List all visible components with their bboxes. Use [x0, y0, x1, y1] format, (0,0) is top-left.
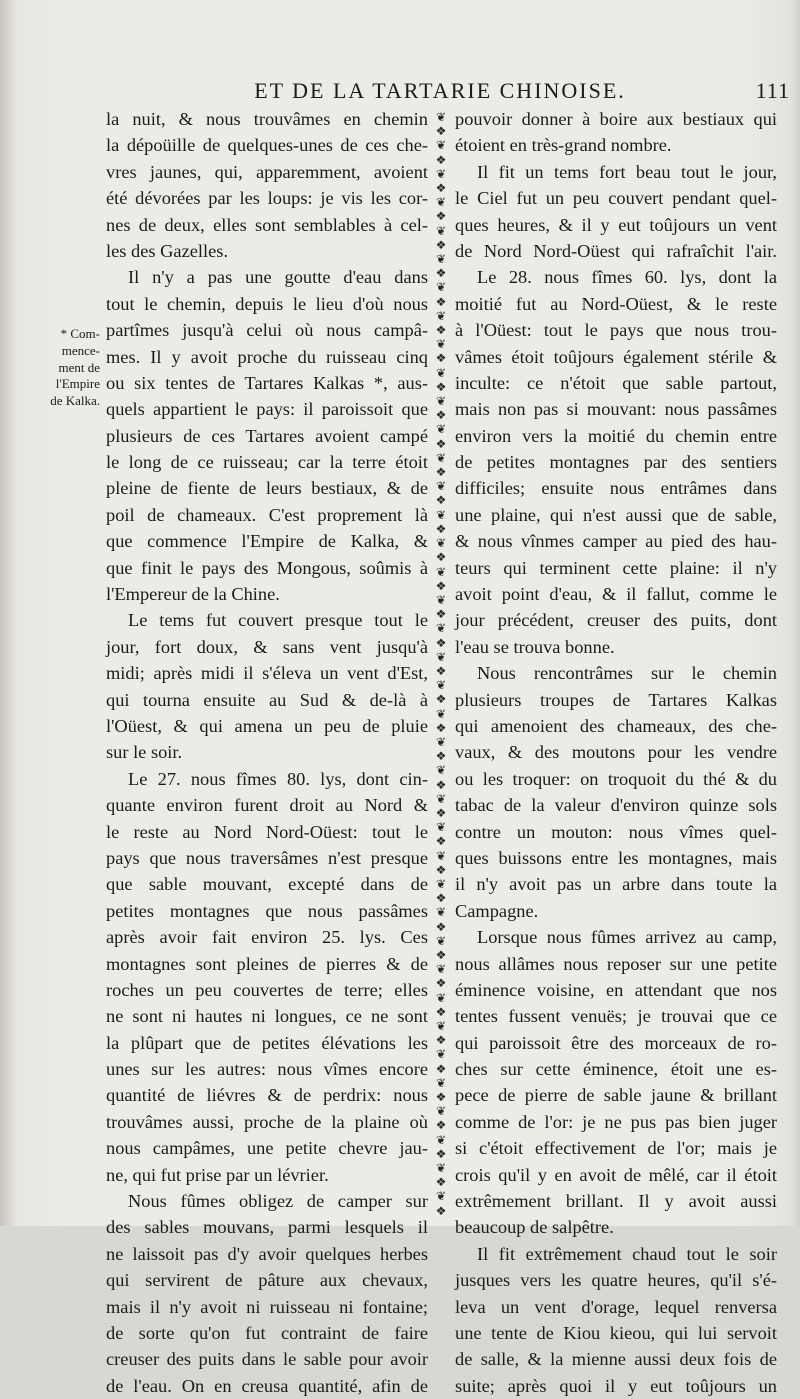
- text-line: pays que nous traversâmes n'est presque: [106, 847, 428, 868]
- text-line: mes. Il y avoit proche du ruisseau cinq: [106, 346, 428, 367]
- text-line: le Ciel fut un peu couvert pendant quel-: [455, 188, 777, 209]
- text-line: étoient en très-grand nombre.: [455, 135, 672, 156]
- text-line: teurs qui terminent cette plaine: il n'y: [455, 557, 777, 578]
- text-line: ches sur cette éminence, étoit une es-: [455, 1059, 777, 1080]
- text-line: Il fit extrêmement chaud tout le soir: [477, 1243, 777, 1264]
- text-line: extrêmement brillant. Il y avoit aussi: [455, 1191, 777, 1212]
- text-line: après avoir fait environ 25. lys. Ces: [106, 927, 428, 948]
- text-line: Il n'y a pas une goutte d'eau dans: [128, 267, 428, 288]
- text-line: de Nord Nord-Oüest qui rafraîchit l'air.: [455, 240, 777, 261]
- text-line: midi; après midi il s'éleva un vent d'Est,: [106, 663, 428, 684]
- text-line: quels appartient le pays: il paroissoit que: [106, 399, 428, 420]
- text-line: environ vers la moitié du chemin entre: [455, 425, 777, 446]
- text-line: le reste au Nord Nord-Oüest: tout le: [106, 821, 428, 842]
- text-line: inculte: ce n'étoit que sable partout,: [455, 372, 777, 393]
- text-line: unes sur les autres: nous vîmes encore: [106, 1059, 428, 1080]
- text-line: vres jaunes, qui, apparemment, avoient: [106, 161, 428, 182]
- text-line: de l'eau. On en creusa quantité, afin de: [106, 1375, 428, 1396]
- text-line: ou six tentes de Tartares Kalkas *, aus-: [106, 372, 428, 393]
- text-line: tentes fussent venuës; je trouvai que ce: [455, 1006, 777, 1027]
- margin-note-line: l'Empire: [55, 376, 100, 392]
- text-line: de salle, & la mienne aussi deux fois de: [455, 1349, 777, 1370]
- margin-note-line: de Kalka.: [50, 393, 100, 409]
- text-line: trouvâmes aussi, proche de la plaine où: [106, 1111, 428, 1132]
- text-line: le long de ce ruisseau; car la terre étoit: [106, 452, 428, 473]
- text-line: l'Empereur de la Chine.: [106, 584, 280, 605]
- text-line: que sable mouvant, excepté dans de: [106, 874, 428, 895]
- text-line: la nuit, & nous trouvâmes en chemin: [106, 109, 428, 129]
- column-divider-ornament: [432, 110, 450, 1218]
- text-line: vaux, & des moutons pour les vendre: [455, 742, 777, 763]
- margin-note-line: * Com-: [60, 326, 100, 341]
- text-line: suite; après quoi il y eut toûjours un: [455, 1375, 777, 1396]
- page-number: 111: [755, 78, 790, 103]
- text-line: de sorte qu'on fut contraint de faire: [106, 1322, 428, 1343]
- text-line: difficiles; ensuite nous entrâmes dans: [455, 478, 777, 499]
- ornament-chain-icon: ❦ ❖ ❦ ❖ ❦ ❖ ❦ ❖ ❦ ❖ ❦ ❖ ❦ ❖ ❦ ❖ ❦ ❖ ❦ ❖ ❦ ❖ ❦ ❖ ❦ ❖ ❦ ❖ ❦ ❖ ❦ ❖ ❦ ❖ ❦ ❖ ❦ ❖ ❦ ❖ ❦ ❖ ❦ ❖ ❦ ❖ ❦ ❖ ❦ ❖ ❦ ❖ ❦ ❖ ❦ ❖ ❦ ❖ ❦ ❖ ❦ ❖ ❦ ❖ ❦ ❖ ❦ ❖ ❦ ❖ ❦ ❖ ❦ ❖ ❦ ❖ ❦ ❖: [435, 110, 447, 1218]
- margin-note: [22, 326, 100, 410]
- text-line: la dépoüille de quelques-unes de ces che-: [106, 135, 428, 156]
- text-line: qui amenoient des chameaux, des che-: [455, 715, 777, 736]
- text-line: & nous vînmes camper au pied des hau-: [455, 531, 777, 552]
- text-line: quantité de liévres & de perdrix: nous: [106, 1085, 428, 1106]
- text-line: Le tems fut couvert presque tout le: [128, 610, 428, 631]
- text-line: moitié fut au Nord-Oüest, & le reste: [455, 293, 777, 314]
- text-line: jour, fort doux, & sans vent jusqu'à: [106, 636, 428, 657]
- text-line: nes de deux, elles sont semblables à cel-: [106, 214, 428, 235]
- text-line: de petites montagnes par des sentiers: [455, 452, 777, 473]
- running-title: ET DE LA TARTARIE CHINOISE.: [254, 78, 626, 103]
- text-line: avoit point d'eau, & il fallut, comme le: [455, 584, 777, 605]
- text-line: leva un vent d'orage, lequel renversa: [455, 1296, 777, 1317]
- text-line: Campagne.: [455, 900, 539, 921]
- text-line: tabac de la valeur d'environ quinze sols: [455, 795, 777, 816]
- text-line: Il fit un tems fort beau tout le jour,: [477, 161, 777, 182]
- text-line: une tente de Kiou kieou, qui lui servoit: [455, 1322, 777, 1343]
- margin-note-line: ment de: [58, 359, 100, 375]
- text-line: sur le soir.: [106, 742, 183, 763]
- text-line: pece de pierre de sable jaune & brillant: [455, 1085, 777, 1106]
- text-line: creuser des puits dans le sable pour avoir: [106, 1349, 428, 1370]
- text-line: été dévorées par les loups: je vis les cor-: [106, 188, 428, 209]
- margin-note-line: mence-: [61, 342, 100, 358]
- text-line: mais non pas si mouvant: nous passâmes: [455, 399, 777, 420]
- text-line: ques heures, & il y eut toûjours un vent: [455, 214, 777, 235]
- text-line: Lorsque nous fûmes arrivez au camp,: [477, 927, 777, 948]
- text-line: beaucoup de salpêtre.: [455, 1217, 614, 1238]
- text-line: pleine de fiente de leurs bestiaux, & de: [106, 478, 428, 499]
- text-line: ne, qui fut prise par un lévrier.: [106, 1164, 329, 1185]
- text-line: à l'Oüest: tout le pays que nous trou-: [455, 320, 777, 341]
- text-line: jour précédent, creuser des puits, dont: [455, 610, 777, 631]
- text-line: une plaine, qui n'est aussi que de sable,: [455, 504, 777, 525]
- text-line: mais il n'y avoit ni ruisseau ni fontaine;: [106, 1296, 428, 1317]
- text-line: qui tourna ensuite au Sud & de-là à: [106, 689, 428, 710]
- text-line: comme de l'or: je ne pus pas bien juger: [455, 1111, 777, 1132]
- text-line: qui paroissoit être des morceaux de ro-: [455, 1032, 777, 1053]
- text-line: tout le chemin, depuis le lieu d'où nous: [106, 293, 428, 314]
- text-line: petites montagnes que nous passâmes: [106, 900, 428, 921]
- text-line: partîmes jusqu'à celui où nous campâ-: [106, 320, 428, 341]
- text-line: pouvoir donner à boire aux bestiaux qui: [455, 109, 777, 129]
- text-line: les des Gazelles.: [106, 240, 229, 261]
- text-line: ou les troquer: on troquoit du thé & du: [455, 768, 777, 789]
- text-line: jusques vers les quatre heures, qu'il s'é-: [455, 1270, 777, 1291]
- text-line: nous campâmes, une petite chevre jau-: [106, 1138, 428, 1159]
- text-line: Nous fûmes obligez de camper sur: [128, 1191, 428, 1212]
- text-line: roches un peu couvertes de terre; elles: [106, 979, 428, 1000]
- text-line: ne sont ni hautes ni longues, ce ne sont: [106, 1006, 428, 1027]
- text-line: crois qu'il y en avoit de mêlé, car il étoit: [455, 1164, 777, 1185]
- text-line: Nous rencontrâmes sur le chemin: [477, 663, 777, 684]
- text-line: Le 27. nous fîmes 80. lys, dont cin-: [128, 768, 428, 789]
- text-line: si c'étoit effectivement de l'or; mais je: [455, 1138, 777, 1159]
- text-line: nous allâmes nous reposer sur une petite: [455, 953, 777, 974]
- text-line: qui servirent de pâture aux chevaux,: [106, 1270, 428, 1291]
- text-line: que commence l'Empire de Kalka, &: [106, 531, 428, 552]
- text-line: l'Oüest, & qui amena un peu de pluie: [106, 715, 428, 736]
- text-line: montagnes sont pleines de pierres & de: [106, 953, 428, 974]
- text-line: quante environ furent droit au Nord &: [106, 795, 428, 816]
- right-column: [455, 106, 777, 1399]
- left-column: [106, 106, 428, 1399]
- text-line: ques buissons entre les montagnes, mais: [455, 847, 777, 868]
- text-line: il n'y avoit pas un arbre dans toute la: [455, 874, 777, 895]
- text-line: des sables mouvans, parmi lesquels il: [106, 1217, 428, 1238]
- text-line: la plûpart que de petites élévations les: [106, 1032, 428, 1053]
- text-line: ne laissoit pas d'y avoir quelques herbes: [106, 1243, 428, 1264]
- text-line: plusieurs de ces Tartares avoient campé: [106, 425, 428, 446]
- text-line: l'eau se trouva bonne.: [455, 636, 615, 657]
- text-line: plusieurs troupes de Tartares Kalkas: [455, 689, 777, 710]
- text-line: Le 28. nous fîmes 60. lys, dont la: [477, 267, 777, 288]
- text-line: poil de chameaux. C'est proprement là: [106, 504, 428, 525]
- text-line: contre un mouton: nous vîmes quel-: [455, 821, 777, 842]
- text-line: éminence voisine, en attendant que nos: [455, 979, 777, 1000]
- text-line: vâmes étoit toûjours également stérile &: [455, 346, 777, 367]
- page-header: [100, 78, 790, 108]
- text-line: que finit le pays des Mongous, soûmis à: [106, 557, 428, 578]
